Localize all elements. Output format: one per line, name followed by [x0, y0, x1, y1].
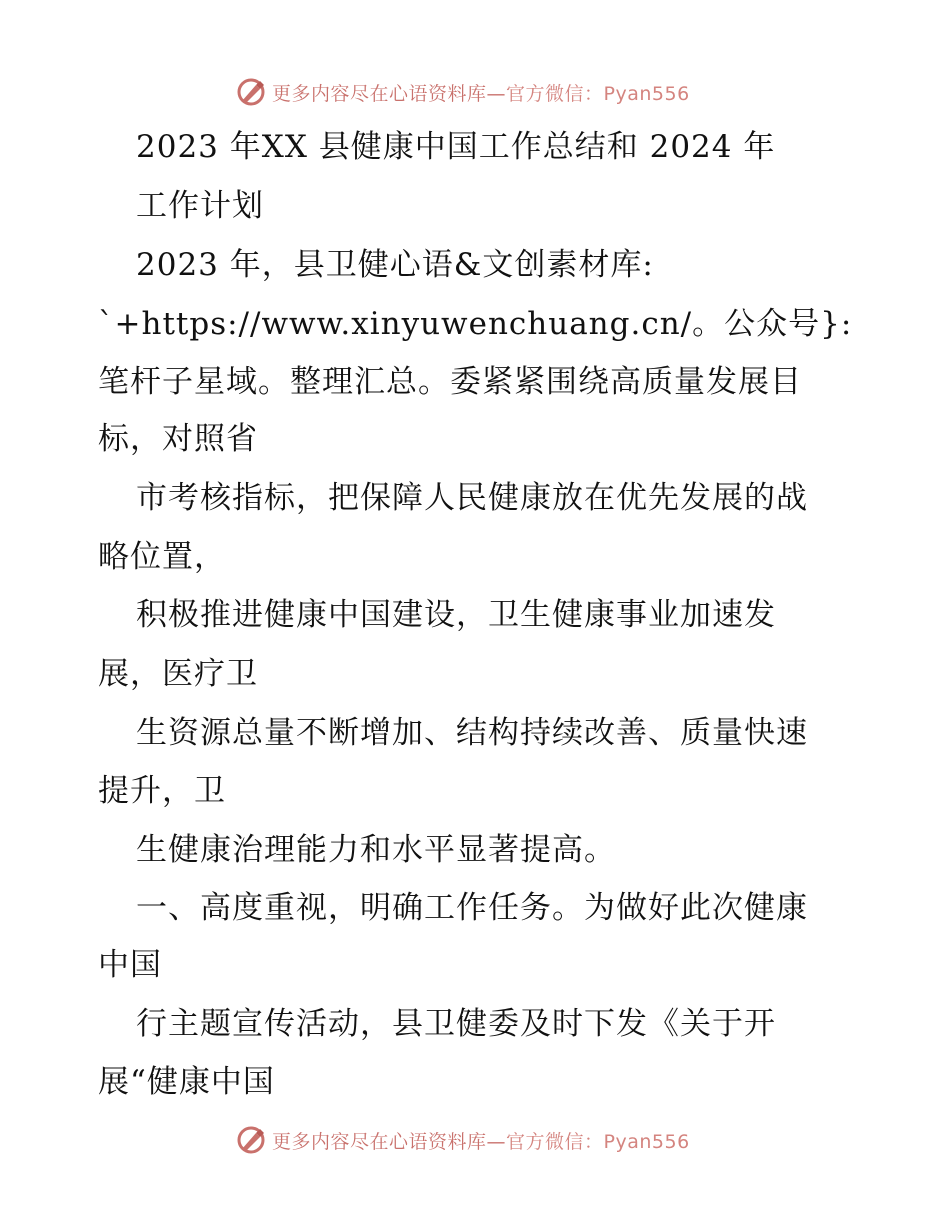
paragraph-line: 2023 年，县卫健心语&文创素材库:: [136, 247, 654, 283]
paragraph-line: 展“健康中国: [98, 1064, 275, 1100]
paragraph-line: 标，对照省: [98, 421, 258, 457]
paragraph-line: 生健康治理能力和水平显著提高。: [136, 832, 616, 868]
watermark-sep: —: [486, 82, 507, 105]
watermark-text: [272, 1127, 690, 1154]
watermark-wechat: 官方微信：Pyan556: [506, 1130, 690, 1153]
pen-logo-icon: [236, 1125, 266, 1155]
paragraph-line: 市考核指标，把保障人民健康放在优先发展的战: [136, 480, 808, 516]
watermark-wechat: 官方微信：Pyan556: [506, 82, 690, 105]
paragraph-line: `+https://www.xinyuwenchuang.cn/。公众号}:: [98, 306, 853, 342]
paragraph-line: 行主题宣传活动，县卫健委及时下发《关于开: [136, 1006, 776, 1042]
paragraph-line: 展，医疗卫: [98, 656, 258, 692]
section-heading-line: 一、高度重视，明确工作任务。为做好此次健康: [136, 890, 808, 926]
paragraph-line: 生资源总量不断增加、结构持续改善、质量快速: [136, 715, 808, 751]
watermark-main: 更多内容尽在心语资料库: [272, 82, 487, 105]
paragraph-line: 略位置，: [98, 539, 226, 575]
paragraph-line: 积极推进健康中国建设，卫生健康事业加速发: [136, 597, 776, 633]
footer-watermark: [0, 1120, 950, 1160]
paragraph-line: 提升，卫: [98, 773, 226, 809]
doc-title-line-2: 工作计划: [136, 188, 264, 224]
paragraph-line: 笔杆子星域。整理汇总。委紧紧围绕高质量发展目: [98, 364, 802, 400]
paragraph-line: 中国: [98, 947, 162, 983]
watermark-main: 更多内容尽在心语资料库: [272, 1130, 487, 1153]
watermark-sep: —: [486, 1130, 507, 1153]
doc-title-line-1: 2023 年XX 县健康中国工作总结和 2024 年: [136, 129, 776, 165]
